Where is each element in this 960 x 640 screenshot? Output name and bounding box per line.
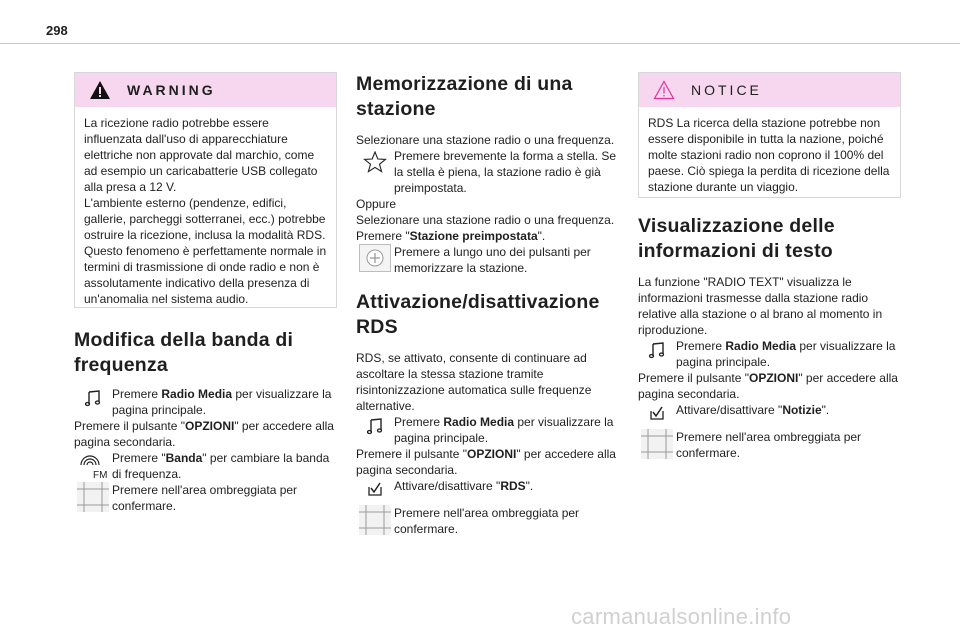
text: ". — [821, 403, 830, 417]
radio-fm-icon — [78, 453, 108, 479]
column-left — [74, 72, 337, 514]
memo-line — [356, 228, 619, 244]
text-bold: Stazione preimpostata — [409, 229, 538, 243]
textinfo-intro: La funzione "RADIO TEXT" visualizza le informazioni trasmesse dalla stazione radio relative alla stazione o al brano al momento in riproduzione. — [638, 275, 883, 337]
memo-line: Selezionare una stazione radio o una frequenza. — [356, 133, 615, 147]
text: " per cambiare la banda di frequenza. — [112, 451, 330, 481]
shaded-area-icon — [359, 505, 391, 535]
textinfo-options-line — [638, 370, 901, 402]
text: Attivare/disattivare " — [676, 403, 783, 417]
textinfo-heading: Visualizzazione delle informazioni di testo — [638, 215, 835, 262]
text: per visualizzare la pagina principale. — [394, 415, 614, 445]
rds-step-toggle — [356, 478, 619, 497]
textinfo-step-confirm — [638, 429, 901, 461]
text: Premere " — [112, 451, 166, 465]
shaded-area-icon — [77, 482, 109, 512]
shaded-area-icon — [641, 429, 673, 459]
warning-header — [75, 73, 336, 107]
text: Premere — [676, 339, 726, 353]
band-heading: Modifica della banda di frequenza — [74, 329, 294, 376]
text: ". — [525, 479, 534, 493]
memo-step-preset — [356, 244, 619, 276]
band-step-banda — [74, 450, 337, 482]
text: Premere " — [356, 229, 410, 243]
watermark: carmanualsonline.info — [571, 604, 792, 629]
text: Attivare/disattivare " — [394, 479, 501, 493]
checkbox-icon — [649, 405, 665, 421]
text: Premere nell'area ombreggiata per confermare. — [394, 506, 580, 536]
rds-heading: Attivazione/disattivazione RDS — [356, 291, 600, 338]
text: per visualizzare la pagina principale. — [112, 387, 332, 417]
band-options-line — [74, 418, 337, 450]
notice-paragraph: RDS La ricerca della stazione potrebbe non essere disponibile in tutta la nazione, poiché molte stazioni radio non coprono il 100% del paese. Ciò spiega la perdita di ricezione della stazione durante un viaggio. — [648, 116, 890, 194]
text: Premere il pulsante " — [74, 419, 185, 433]
warning-box — [74, 72, 337, 308]
text-bold: Radio Media — [443, 415, 515, 429]
text: Premere nell'area ombreggiata per confermare. — [676, 430, 862, 460]
memo-line: Selezionare una stazione radio o una frequenza. — [356, 213, 615, 227]
header-rule — [0, 43, 960, 44]
text-bold: OPZIONI — [184, 419, 235, 433]
fm-label: FM — [93, 470, 108, 479]
text: per visualizzare la pagina principale. — [676, 339, 896, 369]
band-step-confirm — [74, 482, 337, 514]
memo-oppure: Oppure — [356, 197, 397, 211]
text-bold: Radio Media — [725, 339, 797, 353]
warning-icon — [89, 80, 111, 100]
rds-options-line — [356, 446, 619, 478]
notice-box — [638, 72, 901, 198]
text-bold: OPZIONI — [748, 371, 799, 385]
memo-step-star — [356, 148, 619, 196]
rds-intro: RDS, se attivato, consente di continuare ad ascoltare la stessa stazione tramite risintonizzazione automatica sulle frequenze alternative. — [356, 351, 592, 413]
text: Premere — [112, 387, 162, 401]
music-note-icon — [84, 389, 102, 407]
column-right — [638, 72, 901, 461]
text: " per accedere alla pagina secondaria. — [638, 371, 898, 401]
text: ". — [537, 229, 546, 243]
notice-title: NOTICE — [691, 82, 762, 98]
text-bold: OPZIONI — [466, 447, 517, 461]
text: " per accedere alla pagina secondaria. — [74, 419, 334, 449]
text: Premere — [394, 415, 444, 429]
music-note-icon — [366, 417, 384, 435]
warning-paragraph: La ricezione radio potrebbe essere influenzata dall'uso di apparecchiature elettriche non approvate dal marchio, come ad esempio un caricabatterie USB collegato alla presa a 12 V. — [84, 116, 318, 194]
music-note-icon — [648, 341, 666, 359]
star-icon — [363, 151, 387, 173]
notice-header — [639, 73, 900, 107]
warning-body — [75, 107, 336, 315]
band-step-radio-media — [74, 386, 337, 418]
rds-step-radio-media — [356, 414, 619, 446]
text: Premere nell'area ombreggiata per confermare. — [112, 483, 298, 513]
text: Premere brevemente la forma a stella. Se la stella è piena, la stazione radio è già preimpostata. — [394, 149, 617, 195]
text: Premere a lungo uno dei pulsanti per memorizzare la stazione. — [394, 245, 591, 275]
text-bold: Notizie — [782, 403, 822, 417]
text-bold: Radio Media — [161, 387, 233, 401]
text-bold: Banda — [165, 451, 203, 465]
warning-paragraph: L'ambiente esterno (pendenze, edifici, gallerie, parcheggi sotterranei, ecc.) potrebbe ostruire la ricezione, inclusa la modalità RDS. Questo fenomeno è perfettamente normale in termini di trasmissione di onde radio e non è assolutamente indicativo della presenza di un'anomalia nel sistema audio. — [84, 196, 327, 306]
page-number: 298 — [46, 23, 68, 38]
text: Premere il pulsante " — [638, 371, 749, 385]
column-middle — [356, 72, 619, 537]
warning-title: WARNING — [127, 82, 216, 98]
textinfo-step-radio-media — [638, 338, 901, 370]
text: " per accedere alla pagina secondaria. — [356, 447, 616, 477]
memo-heading: Memorizzazione di una stazione — [356, 73, 573, 120]
text-bold: RDS — [500, 479, 526, 493]
text: Premere il pulsante " — [356, 447, 467, 461]
add-preset-icon — [359, 244, 391, 272]
notice-body — [639, 107, 900, 203]
notice-warning-icon — [653, 80, 675, 100]
checkbox-icon — [367, 481, 383, 497]
rds-step-confirm — [356, 505, 619, 537]
textinfo-step-toggle — [638, 402, 901, 421]
